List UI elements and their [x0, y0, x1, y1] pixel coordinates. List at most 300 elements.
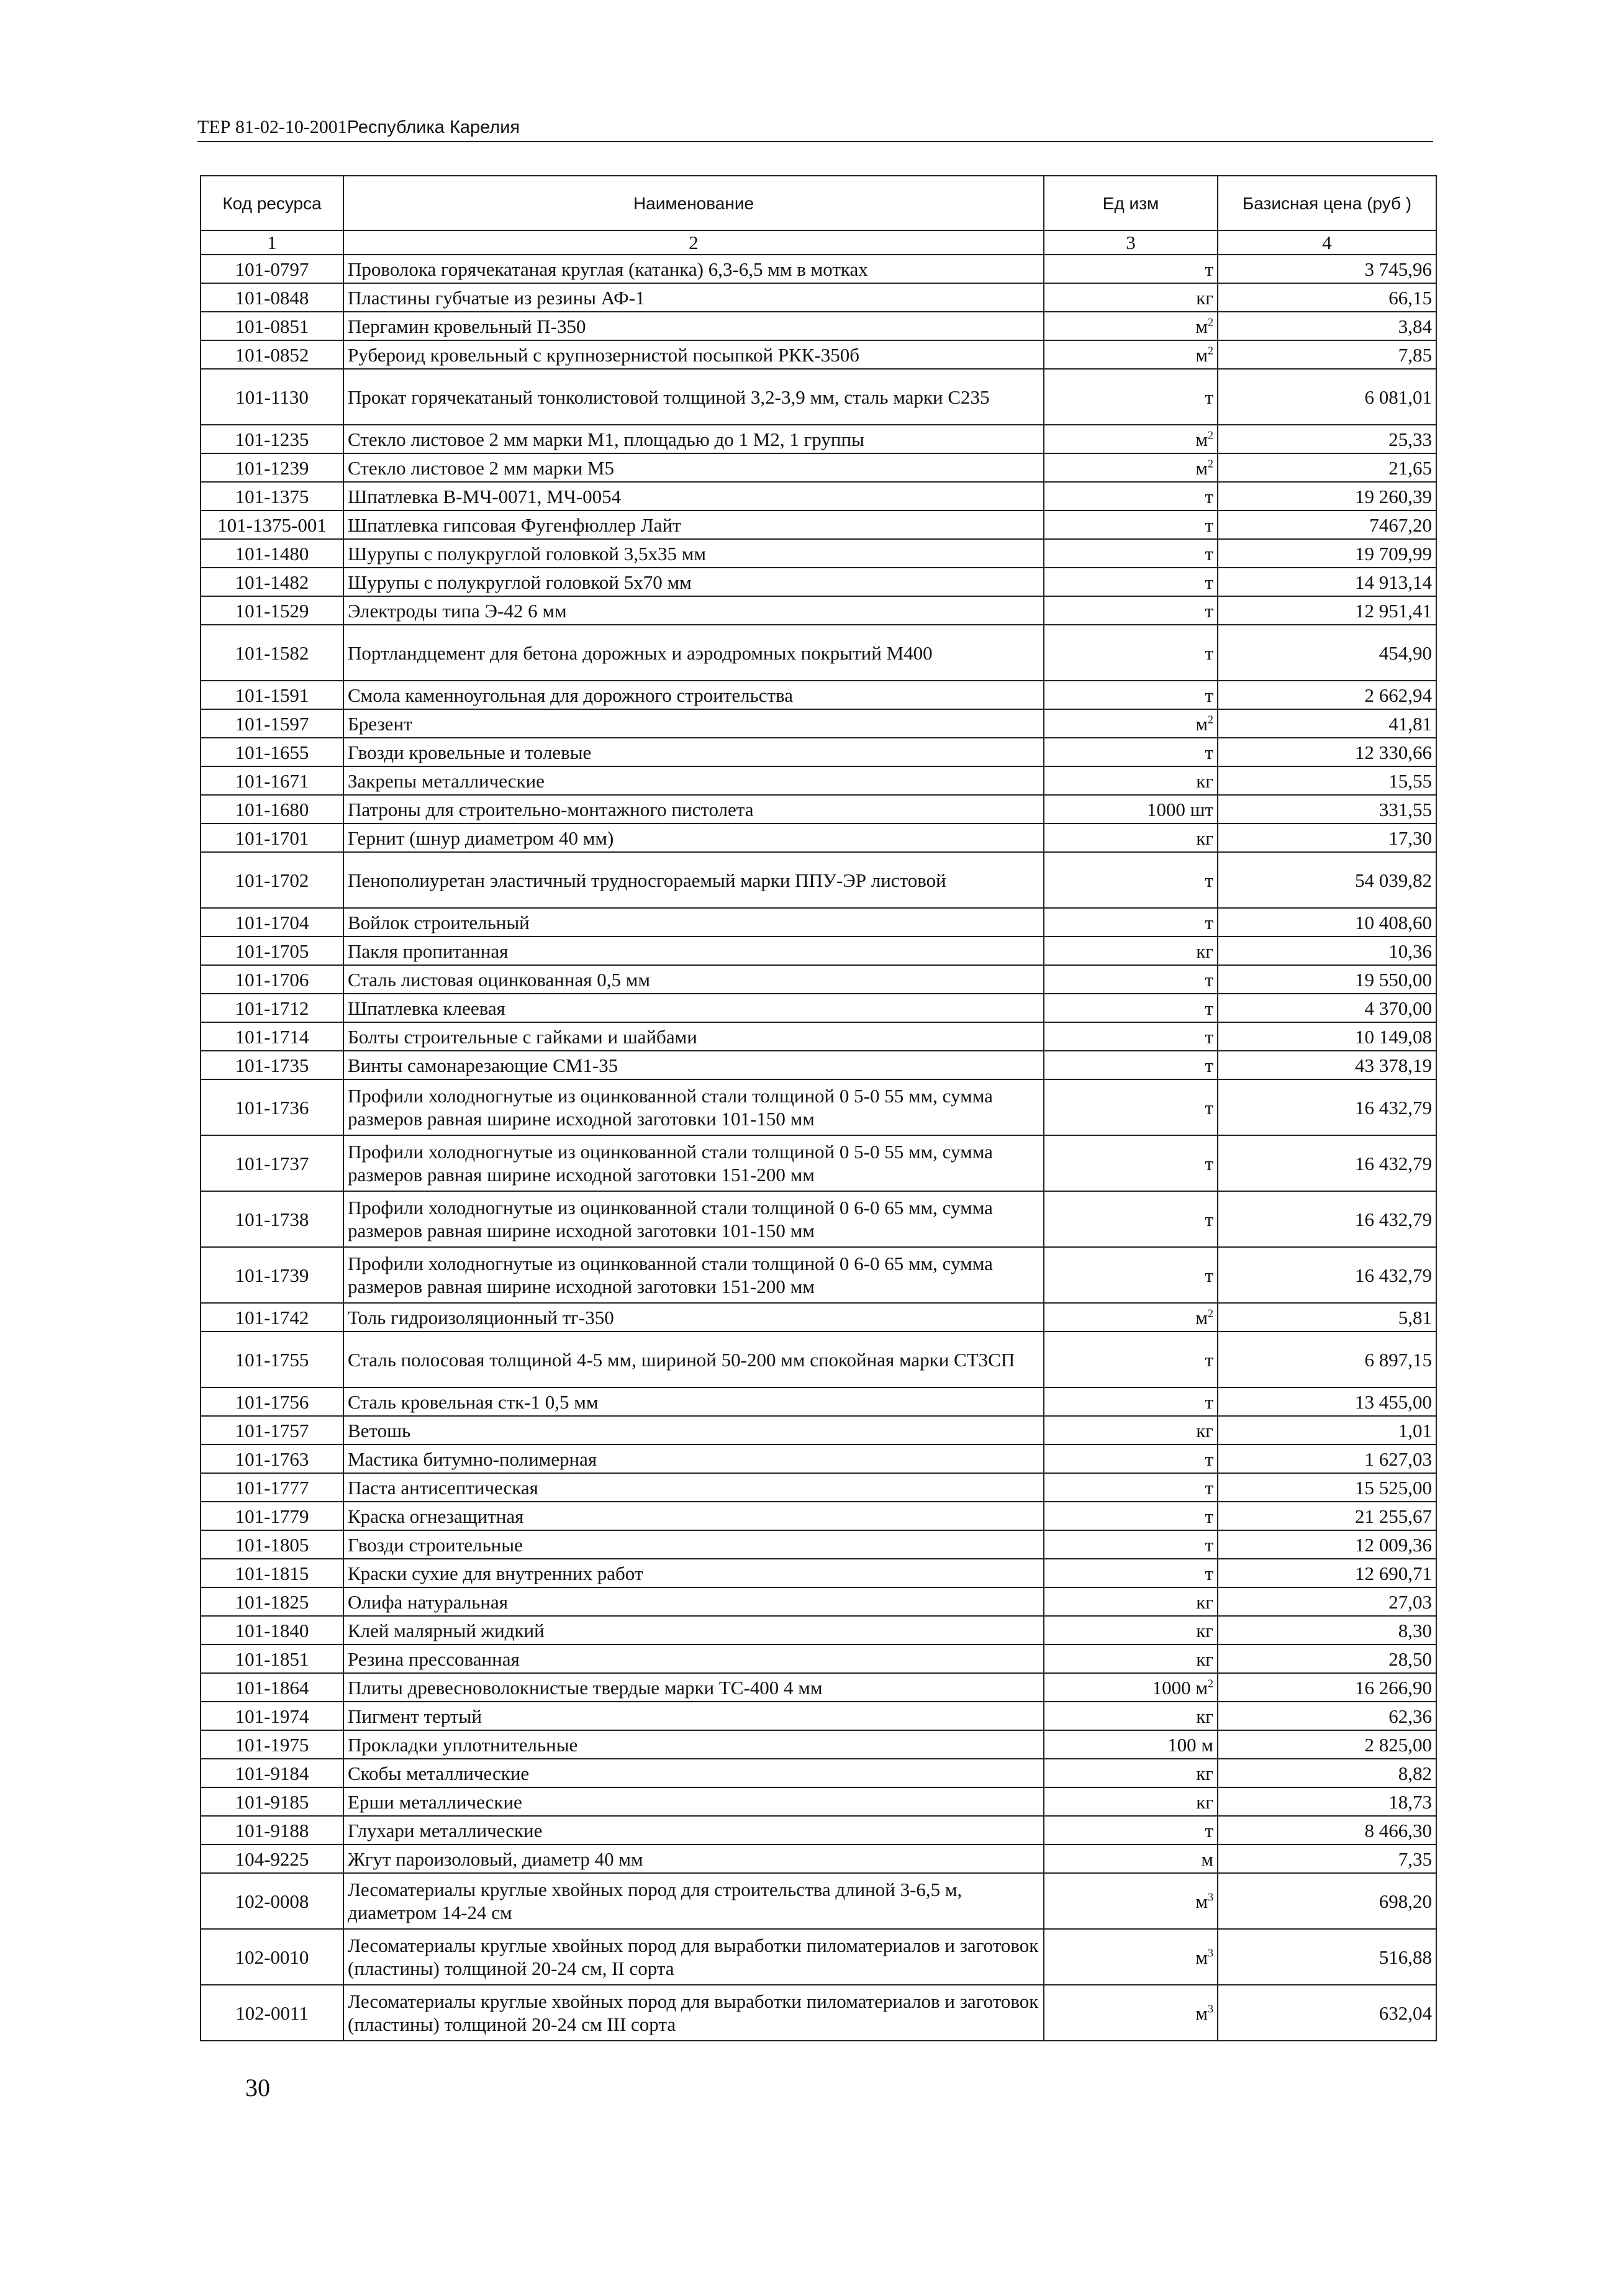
unit-of-measure	[1044, 738, 1218, 766]
resource-code: 101-9188	[201, 1816, 343, 1845]
unit-of-measure	[1044, 340, 1218, 369]
base-price: 19 260,39	[1218, 482, 1436, 510]
resource-name: Олифа натуральная	[343, 1587, 1044, 1616]
base-price: 25,33	[1218, 425, 1436, 453]
resource-code: 101-1375	[201, 482, 343, 510]
resource-name: Брезент	[343, 709, 1044, 738]
resource-code: 101-1757	[201, 1416, 343, 1445]
resource-name: Пергамин кровельный П-350	[343, 312, 1044, 340]
resource-code: 101-1130	[201, 369, 343, 425]
base-price: 41,81	[1218, 709, 1436, 738]
unit-of-measure	[1044, 1816, 1218, 1845]
resource-name: Краска огнезащитная	[343, 1502, 1044, 1530]
base-price: 2 662,94	[1218, 681, 1436, 709]
resource-name: Сталь полосовая толщиной 4-5 мм, шириной 50-200 мм спокойная марки СТ3СП	[343, 1332, 1044, 1387]
base-price: 7467,20	[1218, 510, 1436, 539]
table-header-row	[201, 176, 1436, 230]
table-row	[201, 1702, 1436, 1730]
unit-exponent: 2	[1208, 344, 1213, 357]
base-price: 516,88	[1218, 1929, 1436, 1985]
base-price: 27,03	[1218, 1587, 1436, 1616]
unit-exponent: 2	[1208, 457, 1213, 470]
unit-of-measure	[1044, 1845, 1218, 1873]
unit-exponent: 2	[1208, 315, 1213, 329]
unit-of-measure	[1044, 1387, 1218, 1416]
base-price: 12 009,36	[1218, 1530, 1436, 1559]
resource-name: Лесоматериалы круглые хвойных пород для выработки пиломатериалов и заготовок (пластины) толщиной 20-24 см, II сорта	[343, 1929, 1044, 1985]
unit-of-measure	[1044, 1787, 1218, 1816]
unit-text: т	[1205, 1505, 1213, 1527]
resource-name: Профили холодногнутые из оцинкованной стали толщиной 0 5-0 55 мм, сумма размеров равная ширине исходной заготовки 101-150 мм	[343, 1079, 1044, 1135]
unit-of-measure	[1044, 1022, 1218, 1051]
unit-text: т	[1205, 1264, 1213, 1286]
base-price: 454,90	[1218, 625, 1436, 681]
table-row	[201, 1587, 1436, 1616]
resource-code: 101-1702	[201, 852, 343, 908]
table-row	[201, 1473, 1436, 1502]
unit-of-measure	[1044, 1616, 1218, 1645]
resource-name: Ветошь	[343, 1416, 1044, 1445]
table-row	[201, 1645, 1436, 1673]
unit-of-measure	[1044, 510, 1218, 539]
unit-of-measure	[1044, 994, 1218, 1022]
unit-text: т	[1205, 542, 1213, 565]
base-price: 10 408,60	[1218, 908, 1436, 937]
resource-name: Гвозди кровельные и толевые	[343, 738, 1044, 766]
table-row	[201, 283, 1436, 312]
unit-of-measure	[1044, 1645, 1218, 1673]
unit-of-measure	[1044, 795, 1218, 824]
unit-text: кг	[1196, 1705, 1213, 1727]
resource-name: Болты строительные с гайками и шайбами	[343, 1022, 1044, 1051]
unit-text: кг	[1196, 827, 1213, 849]
resource-code: 101-1864	[201, 1673, 343, 1702]
unit-of-measure	[1044, 625, 1218, 681]
unit-text: т	[1205, 1054, 1213, 1076]
unit-text: кг	[1196, 1648, 1213, 1670]
table-row	[201, 709, 1436, 738]
resource-code: 102-0010	[201, 1929, 343, 1985]
table-row	[201, 1051, 1436, 1079]
resource-code: 101-1235	[201, 425, 343, 453]
table-row	[201, 681, 1436, 709]
unit-of-measure	[1044, 255, 1218, 283]
unit-text: м	[1195, 1306, 1208, 1328]
resource-code: 101-1736	[201, 1079, 343, 1135]
table-row	[201, 1816, 1436, 1845]
resource-code: 101-1755	[201, 1332, 343, 1387]
resource-name: Пенополиуретан эластичный трудносгораемый марки ППУ-ЭР листовой	[343, 852, 1044, 908]
resource-code: 101-1735	[201, 1051, 343, 1079]
table-row	[201, 1873, 1436, 1929]
table-row	[201, 1616, 1436, 1645]
unit-of-measure	[1044, 1303, 1218, 1332]
unit-of-measure	[1044, 1416, 1218, 1445]
resource-name: Стекло листовое 2 мм марки М1, площадью до 1 М2, 1 группы	[343, 425, 1044, 453]
unit-of-measure	[1044, 1473, 1218, 1502]
resource-code: 101-1480	[201, 539, 343, 568]
resource-code: 101-9185	[201, 1787, 343, 1816]
unit-text: м	[1195, 343, 1208, 366]
unit-of-measure	[1044, 681, 1218, 709]
table-row	[201, 738, 1436, 766]
base-price: 18,73	[1218, 1787, 1436, 1816]
base-price: 2 825,00	[1218, 1730, 1436, 1759]
resource-code: 101-1851	[201, 1645, 343, 1673]
unit-of-measure	[1044, 1191, 1218, 1247]
unit-text: кг	[1196, 769, 1213, 792]
base-price: 43 378,19	[1218, 1051, 1436, 1079]
base-price: 16 432,79	[1218, 1079, 1436, 1135]
resource-code: 101-1239	[201, 453, 343, 482]
resource-name: Скобы металлические	[343, 1759, 1044, 1787]
page-number: 30	[245, 2074, 270, 2102]
resource-name: Шурупы с полукруглой головкой 5х70 мм	[343, 568, 1044, 596]
unit-text: кг	[1196, 1790, 1213, 1813]
unit-text: т	[1205, 1391, 1213, 1413]
unit-text: т	[1205, 911, 1213, 933]
unit-exponent: 2	[1208, 713, 1213, 726]
resource-code: 101-1763	[201, 1445, 343, 1473]
unit-text: т	[1205, 1448, 1213, 1470]
resource-name: Пластины губчатые из резины АФ-1	[343, 283, 1044, 312]
unit-text: м	[1195, 2002, 1208, 2024]
unit-of-measure	[1044, 482, 1218, 510]
header-price: Базисная цена (руб )	[1218, 176, 1436, 230]
unit-text: 1000 шт	[1146, 798, 1213, 820]
unit-of-measure	[1044, 1247, 1218, 1303]
resource-name: Шпатлевка В-МЧ-0071, МЧ-0054	[343, 482, 1044, 510]
resource-name: Ерши металлические	[343, 1787, 1044, 1816]
resource-code: 101-1706	[201, 965, 343, 994]
resource-name: Краски сухие для внутренних работ	[343, 1559, 1044, 1587]
unit-of-measure	[1044, 1929, 1218, 1985]
unit-text: кг	[1196, 1419, 1213, 1441]
resource-name: Прокладки уплотнительные	[343, 1730, 1044, 1759]
table-row	[201, 1079, 1436, 1135]
resource-name: Сталь кровельная стк-1 0,5 мм	[343, 1387, 1044, 1416]
base-price: 16 432,79	[1218, 1135, 1436, 1191]
base-price: 698,20	[1218, 1873, 1436, 1929]
base-price: 4 370,00	[1218, 994, 1436, 1022]
resource-name: Глухари металлические	[343, 1816, 1044, 1845]
unit-text: т	[1205, 258, 1213, 280]
table-row	[201, 625, 1436, 681]
resource-name: Проволока горячекатаная круглая (катанка) 6,3-6,5 мм в мотках	[343, 255, 1044, 283]
table-row	[201, 1673, 1436, 1702]
base-price: 16 432,79	[1218, 1247, 1436, 1303]
resource-name: Жгут пароизоловый, диаметр 40 мм	[343, 1845, 1044, 1873]
resource-code: 101-1712	[201, 994, 343, 1022]
unit-exponent: 2	[1208, 1677, 1213, 1690]
unit-of-measure	[1044, 1135, 1218, 1191]
resource-name: Толь гидроизоляционный тг-350	[343, 1303, 1044, 1332]
resource-code: 101-0797	[201, 255, 343, 283]
base-price: 14 913,14	[1218, 568, 1436, 596]
resource-name: Смола каменноугольная для дорожного строительства	[343, 681, 1044, 709]
unit-of-measure	[1044, 766, 1218, 795]
resource-name: Стекло листовое 2 мм марки М5	[343, 453, 1044, 482]
resource-name: Паста антисептическая	[343, 1473, 1044, 1502]
table-row	[201, 852, 1436, 908]
region-name: Республика Карелия	[346, 117, 520, 137]
base-price: 16 432,79	[1218, 1191, 1436, 1247]
resource-name: Прокат горячекатаный тонколистовой толщиной 3,2-3,9 мм, сталь марки С235	[343, 369, 1044, 425]
unit-text: м	[1195, 1890, 1208, 1912]
table-row	[201, 1247, 1436, 1303]
resource-code: 101-1975	[201, 1730, 343, 1759]
table-row	[201, 369, 1436, 425]
resource-code: 101-1597	[201, 709, 343, 738]
resource-name: Плиты древесноволокнистые твердые марки ТС-400 4 мм	[343, 1673, 1044, 1702]
resource-code: 101-9184	[201, 1759, 343, 1787]
resource-name: Патроны для строительно-монтажного пистолета	[343, 795, 1044, 824]
unit-text: кг	[1196, 1762, 1213, 1784]
resource-code: 101-1742	[201, 1303, 343, 1332]
resource-name: Лесоматериалы круглые хвойных пород для выработки пиломатериалов и заготовок (пластины) толщиной 20-24 см III сорта	[343, 1985, 1044, 2041]
resource-name: Гернит (шнур диаметром 40 мм)	[343, 824, 1044, 852]
unit-text: т	[1205, 485, 1213, 507]
unit-text: т	[1205, 1819, 1213, 1841]
unit-of-measure	[1044, 453, 1218, 482]
resource-code: 101-1704	[201, 908, 343, 937]
unit-exponent: 2	[1208, 1307, 1213, 1320]
base-price: 8,82	[1218, 1759, 1436, 1787]
base-price: 21,65	[1218, 453, 1436, 482]
base-price: 54 039,82	[1218, 852, 1436, 908]
unit-of-measure	[1044, 709, 1218, 738]
base-price: 8,30	[1218, 1616, 1436, 1645]
page-header	[197, 114, 1433, 142]
unit-text: т	[1205, 599, 1213, 622]
header-code: Код ресурса	[201, 176, 343, 230]
base-price: 21 255,67	[1218, 1502, 1436, 1530]
unit-text: кг	[1196, 940, 1213, 962]
table-row	[201, 1759, 1436, 1787]
base-price: 15 525,00	[1218, 1473, 1436, 1502]
unit-text: т	[1205, 741, 1213, 763]
unit-text: м	[1195, 428, 1208, 450]
resource-name: Резина прессованная	[343, 1645, 1044, 1673]
table-row	[201, 340, 1436, 369]
resource-name: Профили холодногнутые из оцинкованной стали толщиной 0 6-0 65 мм, сумма размеров равная ширине исходной заготовки 101-150 мм	[343, 1191, 1044, 1247]
resource-code: 101-1739	[201, 1247, 343, 1303]
unit-of-measure	[1044, 596, 1218, 625]
resource-code: 101-1582	[201, 625, 343, 681]
table-row	[201, 1332, 1436, 1387]
unit-text: т	[1205, 869, 1213, 891]
unit-text: м	[1195, 712, 1208, 735]
table-row	[201, 1559, 1436, 1587]
unit-text: т	[1205, 1476, 1213, 1499]
unit-of-measure	[1044, 852, 1218, 908]
table-row	[201, 1985, 1436, 2041]
unit-of-measure	[1044, 1985, 1218, 2041]
resource-name: Портландцемент для бетона дорожных и аэродромных покрытий М400	[343, 625, 1044, 681]
unit-of-measure	[1044, 1332, 1218, 1387]
unit-of-measure	[1044, 1051, 1218, 1079]
resource-code: 101-1529	[201, 596, 343, 625]
unit-exponent: 3	[1208, 1946, 1213, 1959]
resource-code: 101-1671	[201, 766, 343, 795]
unit-text: т	[1205, 642, 1213, 664]
column-number: 3	[1044, 230, 1218, 255]
unit-text: т	[1205, 1348, 1213, 1371]
unit-of-measure	[1044, 1873, 1218, 1929]
resource-code: 101-0851	[201, 312, 343, 340]
column-number: 1	[201, 230, 343, 255]
resource-name: Профили холодногнутые из оцинкованной стали толщиной 0 6-0 65 мм, сумма размеров равная ширине исходной заготовки 151-200 мм	[343, 1247, 1044, 1303]
base-price: 12 690,71	[1218, 1559, 1436, 1587]
resource-code: 101-1714	[201, 1022, 343, 1051]
resource-code: 101-1482	[201, 568, 343, 596]
unit-of-measure	[1044, 568, 1218, 596]
table-row	[201, 1445, 1436, 1473]
base-price: 3,84	[1218, 312, 1436, 340]
table-row	[201, 1787, 1436, 1816]
unit-of-measure	[1044, 824, 1218, 852]
table-row	[201, 312, 1436, 340]
table-row	[201, 453, 1436, 482]
unit-of-measure	[1044, 1730, 1218, 1759]
unit-text: кг	[1196, 1619, 1213, 1641]
unit-of-measure	[1044, 1759, 1218, 1787]
unit-text: т	[1205, 514, 1213, 536]
unit-of-measure	[1044, 908, 1218, 937]
unit-of-measure	[1044, 539, 1218, 568]
resource-name: Винты самонарезающие СМ1-35	[343, 1051, 1044, 1079]
resource-code: 102-0008	[201, 1873, 343, 1929]
column-number: 2	[343, 230, 1044, 255]
unit-of-measure	[1044, 1702, 1218, 1730]
resource-code: 101-1680	[201, 795, 343, 824]
resource-name: Шпатлевка гипсовая Фугенфюллер Лайт	[343, 510, 1044, 539]
table-row	[201, 994, 1436, 1022]
base-price: 12 951,41	[1218, 596, 1436, 625]
unit-text: т	[1205, 684, 1213, 706]
unit-text: 100 м	[1167, 1733, 1213, 1756]
resource-code: 101-1815	[201, 1559, 343, 1587]
unit-text: кг	[1196, 286, 1213, 309]
base-price: 632,04	[1218, 1985, 1436, 2041]
resource-code: 101-1974	[201, 1702, 343, 1730]
unit-of-measure	[1044, 283, 1218, 312]
base-price: 13 455,00	[1218, 1387, 1436, 1416]
unit-of-measure	[1044, 965, 1218, 994]
resource-code: 104-9225	[201, 1845, 343, 1873]
unit-of-measure	[1044, 425, 1218, 453]
resource-name: Рубероид кровельный с крупнозернистой посыпкой РКК-350б	[343, 340, 1044, 369]
table-row	[201, 1845, 1436, 1873]
resource-code: 101-1591	[201, 681, 343, 709]
table-row	[201, 425, 1436, 453]
base-price: 6 897,15	[1218, 1332, 1436, 1387]
resource-code: 101-1779	[201, 1502, 343, 1530]
unit-exponent: 3	[1208, 1890, 1213, 1904]
base-price: 62,36	[1218, 1702, 1436, 1730]
base-price: 15,55	[1218, 766, 1436, 795]
base-price: 19 709,99	[1218, 539, 1436, 568]
unit-of-measure	[1044, 369, 1218, 425]
resource-code: 101-0848	[201, 283, 343, 312]
base-price: 28,50	[1218, 1645, 1436, 1673]
table-row	[201, 766, 1436, 795]
resource-name: Гвозди строительные	[343, 1530, 1044, 1559]
resource-name: Шурупы с полукруглой головкой 3,5х35 мм	[343, 539, 1044, 568]
table-row	[201, 568, 1436, 596]
unit-of-measure	[1044, 312, 1218, 340]
base-price: 10 149,08	[1218, 1022, 1436, 1051]
table-row	[201, 1135, 1436, 1191]
base-price: 5,81	[1218, 1303, 1436, 1332]
table-row	[201, 482, 1436, 510]
table-row	[201, 824, 1436, 852]
unit-text: т	[1205, 1096, 1213, 1119]
resource-code: 101-1705	[201, 937, 343, 965]
unit-text: т	[1205, 968, 1213, 991]
resource-name: Шпатлевка клеевая	[343, 994, 1044, 1022]
unit-text: м	[1195, 315, 1208, 337]
unit-of-measure	[1044, 1559, 1218, 1587]
base-price: 66,15	[1218, 283, 1436, 312]
unit-text: т	[1205, 997, 1213, 1019]
table-row	[201, 795, 1436, 824]
base-price: 8 466,30	[1218, 1816, 1436, 1845]
column-number: 4	[1218, 230, 1436, 255]
resource-code: 101-1805	[201, 1530, 343, 1559]
base-price: 7,85	[1218, 340, 1436, 369]
resource-name: Войлок строительный	[343, 908, 1044, 937]
table-row	[201, 255, 1436, 283]
table-row	[201, 539, 1436, 568]
unit-text: т	[1205, 1025, 1213, 1048]
unit-of-measure	[1044, 1502, 1218, 1530]
resource-code: 101-1375-001	[201, 510, 343, 539]
resource-name: Профили холодногнутые из оцинкованной стали толщиной 0 5-0 55 мм, сумма размеров равная ширине исходной заготовки 151-200 мм	[343, 1135, 1044, 1191]
unit-text: т	[1205, 571, 1213, 593]
unit-of-measure	[1044, 1587, 1218, 1616]
unit-of-measure	[1044, 1079, 1218, 1135]
resource-price-table	[200, 175, 1437, 2041]
base-price: 16 266,90	[1218, 1673, 1436, 1702]
base-price: 3 745,96	[1218, 255, 1436, 283]
table-row	[201, 1730, 1436, 1759]
unit-of-measure	[1044, 937, 1218, 965]
table-row	[201, 908, 1436, 937]
base-price: 19 550,00	[1218, 965, 1436, 994]
unit-text: т	[1205, 1152, 1213, 1174]
resource-name: Пигмент тертый	[343, 1702, 1044, 1730]
table-row	[201, 965, 1436, 994]
resource-code: 101-1777	[201, 1473, 343, 1502]
column-number-row	[201, 230, 1436, 255]
unit-text: кг	[1196, 1590, 1213, 1613]
unit-text: м	[1201, 1848, 1213, 1870]
unit-exponent: 2	[1208, 429, 1213, 442]
table-row	[201, 937, 1436, 965]
base-price: 17,30	[1218, 824, 1436, 852]
table-row	[201, 1303, 1436, 1332]
table-row	[201, 1191, 1436, 1247]
table-row	[201, 1502, 1436, 1530]
resource-name: Лесоматериалы круглые хвойных пород для строительства длиной 3-6,5 м, диаметром 14-24 см	[343, 1873, 1044, 1929]
base-price: 1,01	[1218, 1416, 1436, 1445]
unit-text: т	[1205, 1208, 1213, 1230]
base-price: 7,35	[1218, 1845, 1436, 1873]
unit-exponent: 3	[1208, 2002, 1213, 2015]
table-row	[201, 1416, 1436, 1445]
unit-text: м	[1195, 456, 1208, 479]
